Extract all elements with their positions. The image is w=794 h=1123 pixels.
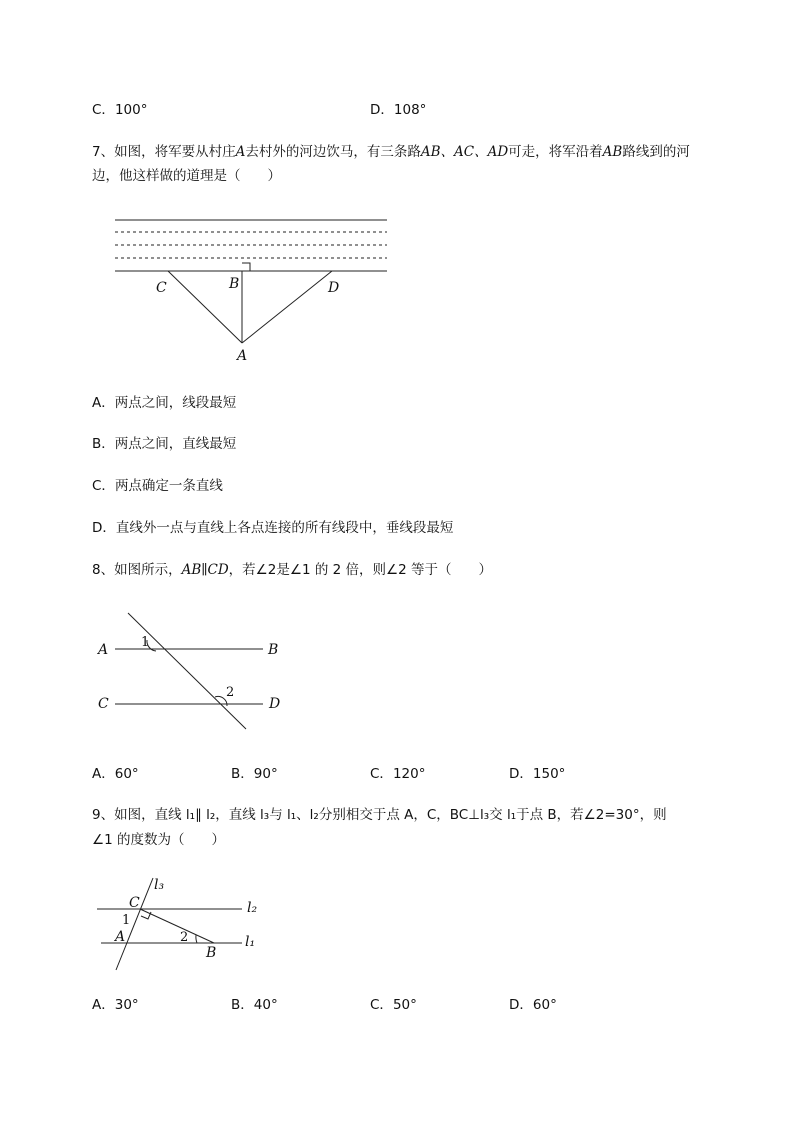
option-text: 60° <box>532 997 557 1013</box>
q8-text: 如图所示， <box>114 562 182 578</box>
option-text: 两点之间，线段最短 <box>114 395 237 411</box>
label-b: B <box>268 642 279 658</box>
q9-option-a <box>92 996 139 1014</box>
label-c: C <box>156 280 167 296</box>
label-l3: l₃ <box>154 877 165 893</box>
option-letter: A． <box>92 766 115 782</box>
option-text: 60° <box>114 766 139 782</box>
q7-stem-line1 <box>92 143 690 161</box>
angle-2-label: 2 <box>226 685 235 700</box>
q9-figure <box>92 870 272 972</box>
option-text: 直线外一点与直线上各点连接的所有线段中，垂线段最短 <box>115 520 454 536</box>
q8-figure <box>95 608 295 738</box>
option-text: 两点确定一条直线 <box>114 478 223 494</box>
label-a: A <box>237 348 248 364</box>
option-letter: A． <box>92 395 115 411</box>
angle-2-arc <box>196 935 197 943</box>
q8-option-c <box>370 765 425 783</box>
q7-option-b <box>92 435 236 453</box>
option-letter: D． <box>509 766 533 782</box>
question-number: 7、 <box>92 144 115 160</box>
transversal <box>128 613 246 729</box>
q9-option-c <box>370 996 417 1014</box>
option-letter: B． <box>92 436 115 452</box>
option-letter: B． <box>231 766 254 782</box>
option-letter: C． <box>92 478 115 494</box>
q7-figure <box>110 210 395 368</box>
q9-stem-line2: ∠1 的度数为（ ） <box>92 832 225 848</box>
road-ad <box>242 271 332 343</box>
label-b: B <box>206 945 217 961</box>
option-text: 120° <box>392 766 426 782</box>
label-l2: l₂ <box>247 900 258 916</box>
q6-option-c <box>92 101 147 119</box>
q7-option-d <box>92 519 453 537</box>
option-text: 40° <box>253 997 278 1013</box>
option-letter: A． <box>92 997 115 1013</box>
option-letter: D． <box>509 997 533 1013</box>
option-text: 90° <box>253 766 278 782</box>
option-letter: C． <box>92 102 115 118</box>
label-c: C <box>98 696 109 712</box>
q7-text: 去村外的河边饮马，有三条路 <box>245 144 421 160</box>
q7-road: AB <box>602 144 623 160</box>
q7-var: A <box>235 144 246 160</box>
option-text: 150° <box>532 766 566 782</box>
q8-text: ，若∠2是∠1 的 2 倍，则∠2 等于（ ） <box>228 562 492 578</box>
label-b: B <box>229 276 240 292</box>
question-number: 8、 <box>92 562 115 578</box>
option-text: 100° <box>114 102 148 118</box>
label-a: A <box>115 929 126 945</box>
q9-stem-line1 <box>92 806 667 824</box>
label-c: C <box>129 895 140 911</box>
q7-stem-line2: 边，他这样做的道理是（ ） <box>92 168 281 184</box>
q7-text: 如图，将军要从村庄 <box>114 144 236 160</box>
label-l1: l₁ <box>245 934 256 950</box>
q9-option-d <box>509 996 557 1014</box>
q8-parallel: AB∥CD <box>181 562 229 578</box>
q7-option-a <box>92 394 236 412</box>
q9-text: 如图，直线 l₁∥ l₂，直线 l₃与 l₁、l₂分别相交于点 A，C，BC⊥l₃交 l₁于点 B，若∠2=30°，则 <box>114 807 667 823</box>
option-text: 30° <box>114 997 139 1013</box>
option-letter: B． <box>231 997 254 1013</box>
q7-option-c <box>92 477 223 495</box>
option-letter: D． <box>92 520 116 536</box>
option-text: 两点之间，直线最短 <box>114 436 237 452</box>
option-letter: C． <box>370 766 393 782</box>
label-d: D <box>269 696 281 712</box>
segment-bc <box>140 909 214 943</box>
option-text: 50° <box>392 997 417 1013</box>
angle-2-label: 2 <box>180 930 189 945</box>
label-a: A <box>98 642 109 658</box>
right-angle-mark <box>242 263 250 271</box>
angle-1-label: 1 <box>141 635 150 650</box>
q7-roads: AB、AC、AD <box>420 144 509 160</box>
option-letter: D． <box>370 102 394 118</box>
q8-option-b <box>231 765 278 783</box>
q8-stem <box>92 561 492 579</box>
question-number: 9、 <box>92 807 115 823</box>
label-d: D <box>328 280 340 296</box>
q7-text: 路线到的河 <box>622 144 690 160</box>
option-text: 108° <box>393 102 427 118</box>
q6-option-d <box>370 101 426 119</box>
q9-option-b <box>231 996 278 1014</box>
q8-option-d <box>509 765 565 783</box>
option-letter: C． <box>370 997 393 1013</box>
q8-option-a <box>92 765 139 783</box>
angle-1-label: 1 <box>122 913 131 928</box>
q7-text: 可走，将军沿着 <box>508 144 603 160</box>
